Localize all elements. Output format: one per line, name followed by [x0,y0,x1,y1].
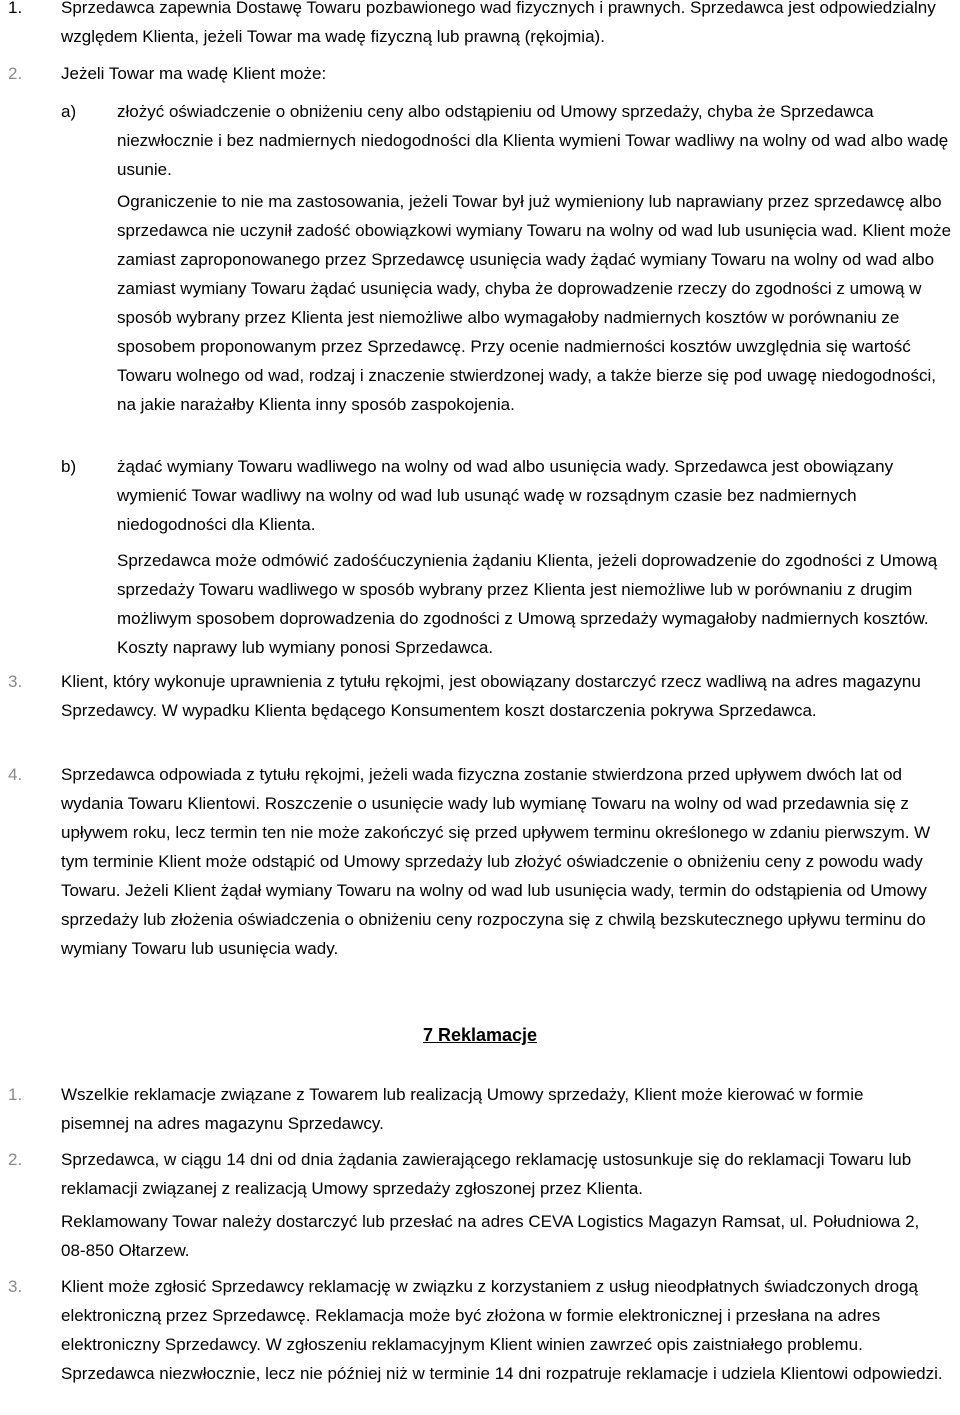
item-number: 2. [8,1150,23,1169]
subitem-paragraph-a: Ograniczenie to nie ma zastosowania, jeżeli Towar był już wymieniony lub naprawiany przez sprzedawcę albo sprzedawca nie uczynił zadość obowiązkowi wymiany Towaru na wolny od wad lub usunięcia wad. Klient może zamiast zaproponowanego przez Sprzedawcę usunięcia wady żądać wymiany Towaru na wolny od wad albo zamiast wymiany Towaru żądać usunięcia wady, chyba że doprowadzenie rzeczy do zgodności z umową w sposób wybrany przez Klienta jest niemożliwe albo wymagałoby nadmiernych kosztów w porównaniu ze sposobem proponowanym przez Sprzedawcę. Przy ocenie nadmierności kosztów uwzględnia się wartość Towaru wolnego od wad, rodzaj i znaczenie stwierdzonej wady, a także bierze się pod uwagę niedogodności, na jakie narażałby Klienta inny sposób zaspokojenia. [117,192,952,414]
section-heading [0,1021,960,1050]
item-text: Wszelkie reklamacje związane z Towarem lub realizacją Umowy sprzedaży, Klient może kierować w formie pisemnej na adres magazynu Sprzedawcy. [61,1085,864,1133]
item-text: Sprzedawca odpowiada z tytułu rękojmi, jeżeli wada fizyczna zostanie stwierdzona przed upływem dwóch lat od wydania Towaru Klientowi. Roszczenie o usunięcie wady lub wymianę Towaru na wolny od wad przedawnia się z upływem roku, lecz termin ten nie może zakończyć się przed upływem terminu określonego w zdaniu pierwszym. W tym terminie Klient może odstąpić od Umowy sprzedaży lub złożyć oświadczenie o obniżeniu ceny z powodu wady Towaru. Jeżeli Klient żądał wymiany Towaru na wolny od wad lub usunięcia wady, termin do odstąpienia od Umowy sprzedaży lub złożenia oświadczenia o obniżeniu ceny rozpoczyna się z chwilą bezskutecznego upływu terminu do wymiany Towaru lub usunięcia wady. [61,765,931,958]
item-number: 1. [8,0,23,17]
item-text: Klient, który wykonuje uprawnienia z tytułu rękojmi, jest obowiązany dostarczyć rzecz wadliwą na adres magazynu Sprzedawcy. W wypadku Klienta będącego Konsumentem koszt dostarczenia pokrywa Sprzedawca. [61,672,921,720]
item-number: 1. [8,1085,23,1104]
subitem-paragraph-b: Sprzedawca może odmówić zadośćuczynienia żądaniu Klienta, jeżeli doprowadzenie do zgodności z Umową sprzedaży Towaru wadliwego w sposób wybrany przez Klienta jest niemożliwe lub w porównaniu z drugim możliwym sposobem doprowadzenia do zgodności z Umową sprzedaży wymagałoby nadmiernych kosztów. Koszty naprawy lub wymiany ponosi Sprzedawca. [117,551,938,657]
item-number: 4. [8,765,23,784]
item-number: 3. [8,672,23,691]
subitem-text-a: złożyć oświadczenie o obniżeniu ceny albo odstąpieniu od Umowy sprzedaży, chyba że Sprzedawca niezwłocznie i bez nadmiernych niedogodności dla Klienta wymieni Towar wadliwy na wolny od wad albo wadę usunie. [117,102,949,179]
item-text: Sprzedawca, w ciągu 14 dni od dnia żądania zawierającego reklamację ustosunkuje się do reklamacji Towaru lub reklamacji związanej z realizacją Umowy sprzedaży zgłoszonej przez Klienta. [61,1150,912,1198]
item-intro: Jeżeli Towar ma wadę Klient może: [61,64,327,83]
item-number: 3. [8,1277,23,1296]
item-paragraph: Reklamowany Towar należy dostarczyć lub przesłać na adres CEVA Logistics Magazyn Ramsat, ul. Południowa 2, 08-850 Ołtarzew. [61,1212,920,1260]
section-heading-text: 7 Reklamacje [422,1025,538,1045]
item-text: Klient może zgłosić Sprzedawcy reklamację w związku z korzystaniem z usług nieodpłatnych świadczonych drogą elektroniczną przez Sprzedawcę. Reklamacja może być złożona w formie elektronicznej i przesłana na adres elektroniczny Sprzedawcy. W zgłoszeniu reklamacyjnym Klient winien zawrzeć opis zaistniałego problemu. Sprzedawca niezwłocznie, lecz nie później niż w terminie 14 dni rozpatruje reklamacje i udziela Klientowi odpowiedzi. [61,1277,943,1383]
item-number: 2. [8,64,23,83]
subitem-label-b: b) [61,457,77,476]
item-text: Sprzedawca zapewnia Dostawę Towaru pozbawionego wad fizycznych i prawnych. Sprzedawca jest odpowiedzialny względem Klienta, jeżeli Towar ma wadę fizyczną lub prawną (rękojmia). [61,0,936,46]
subitem-label-a: a) [61,102,77,121]
subitem-text-b: żądać wymiany Towaru wadliwego na wolny od wad albo usunięcia wady. Sprzedawca jest obowiązany wymienić Towar wadliwy na wolny od wad lub usunąć wadę w rozsądnym czasie bez nadmiernych niedogodności dla Klienta. [117,457,894,534]
